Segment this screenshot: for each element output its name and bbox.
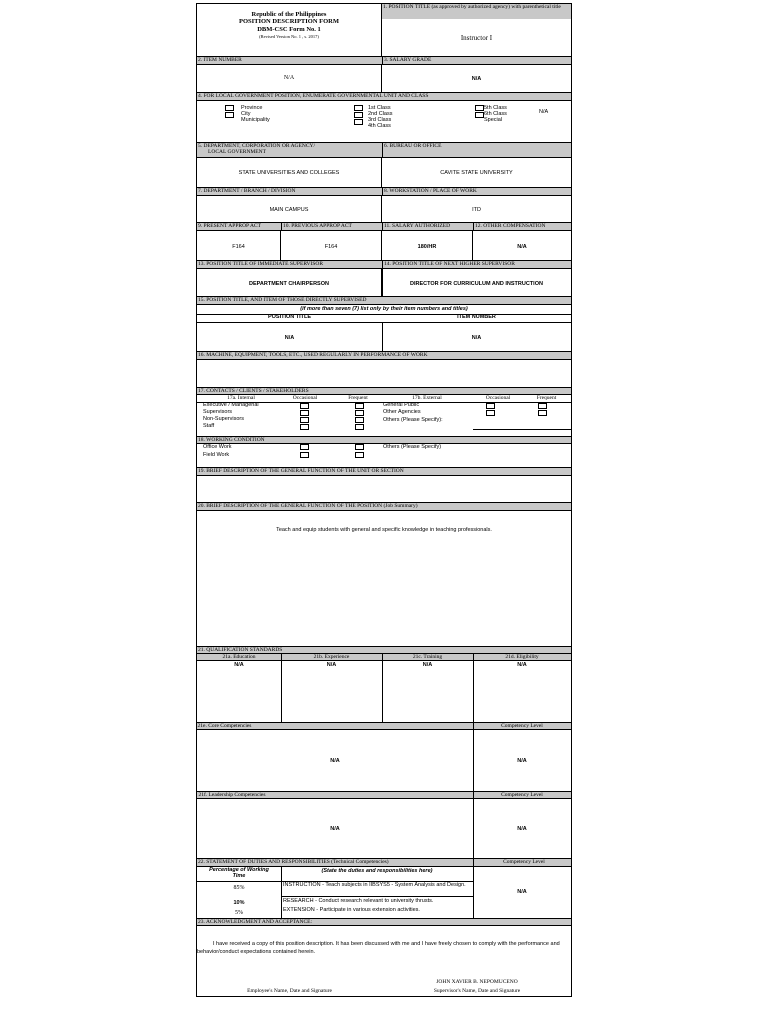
core-level-header: Competency Level — [501, 723, 543, 729]
section-22-label: 22. STATEMENT OF DUTIES AND RESPONSIBILITIES (Technical Competencies) — [197, 858, 473, 866]
unit-municipality: Municipality — [241, 117, 270, 123]
section-21-values — [197, 660, 571, 722]
section-3-label: 3. SALARY GRADE — [382, 56, 571, 64]
section-20-body — [197, 510, 571, 646]
core-level-value: N/A — [517, 758, 527, 764]
section-19-body — [197, 475, 571, 502]
internal-occasional-checkbox-3[interactable] — [300, 417, 309, 423]
pct-header: Percentage of Working Time — [209, 867, 269, 879]
internal-frequent-checkbox-2[interactable] — [355, 410, 364, 416]
supervisor-signature-label: Supervisor's Name, Date and Signature — [433, 988, 521, 994]
other-compensation-value: N/A — [517, 244, 527, 250]
field-occasional-checkbox[interactable] — [300, 452, 309, 458]
supervised-item-value: N/A — [471, 335, 482, 341]
section-13-value-cell — [197, 268, 382, 296]
supervised-col-line — [197, 322, 571, 323]
section-19-label: 19. BRIEF DESCRIPTION OF THE GENERAL FUNCTION OF THE UNIT OR SECTION — [197, 467, 571, 475]
internal-occasional-header: Occasional — [292, 395, 318, 401]
form-title: POSITION DESCRIPTION FORM — [238, 18, 340, 25]
immediate-supervisor-value: DEPARTMENT CHAIRPERSON — [249, 281, 329, 287]
unit-province: Province — [241, 105, 263, 111]
education-header: 21a. Education — [222, 654, 256, 660]
core-body — [197, 729, 571, 791]
section-3-value-cell — [382, 64, 571, 92]
position-title-value: Instructor I — [460, 34, 493, 42]
section-14-value-cell — [382, 268, 571, 296]
internal-executive: Executive / Managerial — [203, 402, 259, 408]
section-1 — [382, 4, 571, 56]
class-special: Special — [484, 117, 503, 123]
class-1-checkbox[interactable] — [354, 105, 363, 111]
class-3rd: 3rd Class — [368, 117, 392, 123]
leadership-level-header: Competency Level — [501, 792, 543, 798]
acknowledgment-text: I have received a copy of this position description. It has been discussed with me and I have freely chosen to comply with the performance and behavior/conduct expectations contained herein. — [197, 941, 560, 955]
class-6-checkbox[interactable] — [475, 112, 484, 118]
duties-header: (State the duties and responsibilities here) — [321, 868, 433, 874]
internal-frequent-header: Frequent — [348, 395, 368, 401]
form-header — [197, 4, 382, 56]
section-8-value-cell — [382, 195, 571, 222]
external-frequent-checkbox-2[interactable] — [538, 410, 547, 416]
external-occasional-checkbox-1[interactable] — [486, 403, 495, 409]
division-value: MAIN CAMPUS — [269, 207, 309, 213]
external-frequent-header: Frequent — [536, 395, 557, 401]
salary-grade-value: N/A — [471, 76, 482, 82]
lgu-class-value: N/A — [539, 109, 549, 115]
section-17-label: 17. CONTACTS / CLIENTS / STAKEHOLDERS — [197, 387, 571, 394]
section-4-body — [197, 100, 571, 142]
duty-line-1 — [281, 896, 473, 897]
section-12-value-cell — [473, 230, 571, 260]
section-15-label: 15. POSITION TITLE, AND ITEM OF THOSE DIRECTLY SUPERVISED — [197, 296, 571, 304]
section-6-value-cell — [382, 157, 571, 187]
section-11-label: 11. SALARY AUTHORIZED — [382, 222, 473, 230]
section-21-header — [197, 653, 571, 660]
section-14-label: 14. POSITION TITLE OF NEXT HIGHER SUPERVISOR — [382, 260, 571, 268]
duty-pct-1: 85% — [233, 885, 245, 891]
internal-occasional-checkbox-1[interactable] — [300, 403, 309, 409]
class-2-checkbox[interactable] — [354, 112, 363, 118]
section-22-body — [197, 866, 571, 918]
province-checkbox[interactable] — [225, 105, 234, 111]
section-12-label: 12. OTHER COMPENSATION — [473, 222, 571, 230]
education-value: N/A — [234, 662, 244, 668]
section-8-label: 8. WORKSTATION / PLACE OF WORK — [382, 187, 571, 195]
core-header — [197, 722, 571, 729]
job-summary-value: Teach and equip students with general and specific knowledge in teaching professionals. — [276, 527, 492, 533]
working-others: Others (Please Specify) — [383, 444, 442, 450]
class-1st: 1st Class — [368, 105, 391, 111]
section-5-label-line1: 5. DEPARTMENT, CORPORATION OR AGENCY/ — [198, 143, 316, 149]
bureau-value: CAVITE STATE UNIVERSITY — [440, 170, 513, 176]
employee-signature-label: Employee's Name, Date and Signature — [247, 988, 332, 994]
internal-frequent-checkbox-3[interactable] — [355, 417, 364, 423]
external-frequent-checkbox-1[interactable] — [538, 403, 547, 409]
salary-authorized-value: 180/HR — [417, 244, 437, 250]
form-number: DBM-CSC Form No. 1 — [257, 26, 321, 33]
duty-pct-3: 5% — [235, 910, 243, 916]
section-1-label: 1. POSITION TITLE (as approved by authorized agency) with parenthetical title — [382, 4, 571, 19]
position-title-col: POSITION TITLE — [267, 314, 312, 320]
supervised-note: (if more than seven (7) list only by their item numbers and titles) — [300, 306, 468, 312]
working-office: Office Work — [203, 444, 232, 450]
previous-approp-value: F164 — [324, 244, 338, 250]
section-21-label: 21. QUALIFICATION STANDARDS — [197, 646, 571, 653]
section-5-label — [197, 142, 382, 157]
section-10-label: 10. PREVIOUS APPROP ACT — [281, 222, 382, 230]
office-occasional-checkbox[interactable] — [300, 444, 309, 450]
section-4-label: 4. FOR LOCAL GOVERNMENT POSITION, ENUMERATE GOVERNMENTAL UNIT AND CLASS — [197, 92, 571, 100]
section-9-label: 9. PRESENT APPROP ACT — [197, 222, 281, 230]
core-competencies-header: 21e. Core Competencies — [197, 723, 252, 729]
class-5-checkbox[interactable] — [475, 105, 484, 111]
experience-value: N/A — [326, 662, 337, 668]
class-6th: 6th Class — [484, 111, 507, 117]
section-22-level — [473, 858, 571, 866]
section-2-value-cell — [197, 64, 382, 92]
leadership-level-value: N/A — [517, 826, 527, 832]
class-4th: 4th Class — [368, 123, 391, 129]
internal-header: 17a. Internal — [227, 395, 255, 401]
section-2-label: 2. ITEM NUMBER — [197, 56, 382, 64]
section-7-label: 7. DEPARTMENT / BRANCH / DIVISION — [197, 187, 382, 195]
duties-level-value: N/A — [517, 889, 527, 895]
section-5-value-cell — [197, 157, 382, 187]
position-description-form — [196, 3, 572, 997]
others-specify-line — [473, 429, 571, 430]
field-frequent-checkbox[interactable] — [355, 452, 364, 458]
agency-value: STATE UNIVERSITIES AND COLLEGES — [238, 170, 340, 176]
section-15-body — [197, 304, 571, 351]
next-higher-supervisor-value: DIRECTOR FOR CURRICULUM AND INSTRUCTION — [410, 281, 543, 287]
leadership-header — [197, 791, 571, 798]
working-field: Field Work — [203, 452, 230, 458]
class-3-checkbox[interactable] — [354, 119, 363, 125]
item-number-value: N/A — [283, 75, 295, 81]
unit-city: City — [241, 111, 251, 117]
section-17-body — [197, 394, 571, 436]
section-16-label: 16. MACHINE, EQUIPMENT, TOOLS, ETC., USED REGULARLY IN PERFORMANCE OF WORK — [197, 351, 571, 359]
city-checkbox[interactable] — [225, 112, 234, 118]
external-other-agencies: Other Agencies — [383, 409, 421, 415]
internal-occasional-checkbox-2[interactable] — [300, 410, 309, 416]
republic-text: Republic of the Philippines — [251, 11, 327, 18]
leadership-competencies-header: 21f. Leadership Competencies — [198, 792, 266, 798]
section-16-body — [197, 359, 571, 387]
section-18-body — [197, 443, 571, 467]
core-value: N/A — [330, 758, 340, 764]
duties-level-header: Competency Level — [503, 859, 545, 865]
training-value: N/A — [422, 662, 433, 668]
class-5th: 5th Class — [484, 105, 507, 111]
supervised-title-value: N/A — [284, 335, 295, 341]
external-occasional-header: Occasional — [485, 395, 511, 401]
section-11-value-cell — [382, 230, 473, 260]
section-9-value-cell — [197, 230, 281, 260]
internal-staff: Staff — [203, 423, 215, 429]
duty-pct-2: 10% — [233, 900, 245, 906]
office-frequent-checkbox[interactable] — [355, 444, 364, 450]
internal-occasional-checkbox-4[interactable] — [300, 424, 309, 430]
divider-13-14 — [382, 268, 383, 296]
section-6-label: 6. BUREAU OR OFFICE — [382, 142, 571, 157]
external-others: Others (Please Specify): — [383, 417, 443, 423]
section-7-value-cell — [197, 195, 382, 222]
eligibility-header: 21d. Eligibility — [505, 654, 539, 660]
leadership-value: N/A — [330, 826, 340, 832]
section-23-body — [197, 925, 571, 996]
experience-header: 21b. Experience — [313, 654, 350, 660]
duty-text-3: EXTENSION - Participate in various extension activities. — [283, 907, 420, 913]
internal-supervisors: Supervisors — [203, 409, 233, 415]
external-header: 17b. External — [412, 395, 442, 401]
internal-frequent-checkbox-1[interactable] — [355, 403, 364, 409]
section-20-label: 20. BRIEF DESCRIPTION OF THE GENERAL FUNCTION OF THE POSITION (Job Summary) — [197, 502, 571, 510]
external-general-public: General Public — [383, 402, 420, 408]
revised-version: (Revised Version No. 1 , s. 2017) — [259, 34, 319, 39]
supervisor-name: JOHN XAVIER B. NEPOMUCENO — [436, 979, 518, 985]
section-13-label: 13. POSITION TITLE OF IMMEDIATE SUPERVISOR — [197, 260, 382, 268]
leadership-body — [197, 798, 571, 858]
class-2nd: 2nd Class — [368, 111, 393, 117]
item-number-col: ITEM NUMBER — [457, 314, 496, 320]
training-header: 21c. Training — [412, 654, 443, 660]
present-approp-value: F164 — [232, 244, 245, 250]
duties-pct-divider — [281, 867, 282, 919]
internal-non-supervisors: Non-Supervisors — [203, 416, 244, 422]
eligibility-value: N/A — [517, 662, 527, 668]
duty-text-2: RESEARCH - Conduct research relevant to university thrusts. — [283, 898, 434, 904]
section-5-label-line2: LOCAL GOVERNMENT — [208, 149, 266, 155]
workstation-value: ITD — [472, 207, 481, 213]
internal-frequent-checkbox-4[interactable] — [355, 424, 364, 430]
section-18-label: 18. WORKING CONDITION — [197, 436, 571, 443]
external-occasional-checkbox-2[interactable] — [486, 410, 495, 416]
duty-text-1: INSTRUCTION - Teach subjects in IIBSYS5 - System Analysis and Design. — [283, 882, 466, 888]
section-23-label: 23. ACKNOWLEDGMENT AND ACCEPTANCE: — [197, 918, 571, 925]
section-10-value-cell — [281, 230, 382, 260]
